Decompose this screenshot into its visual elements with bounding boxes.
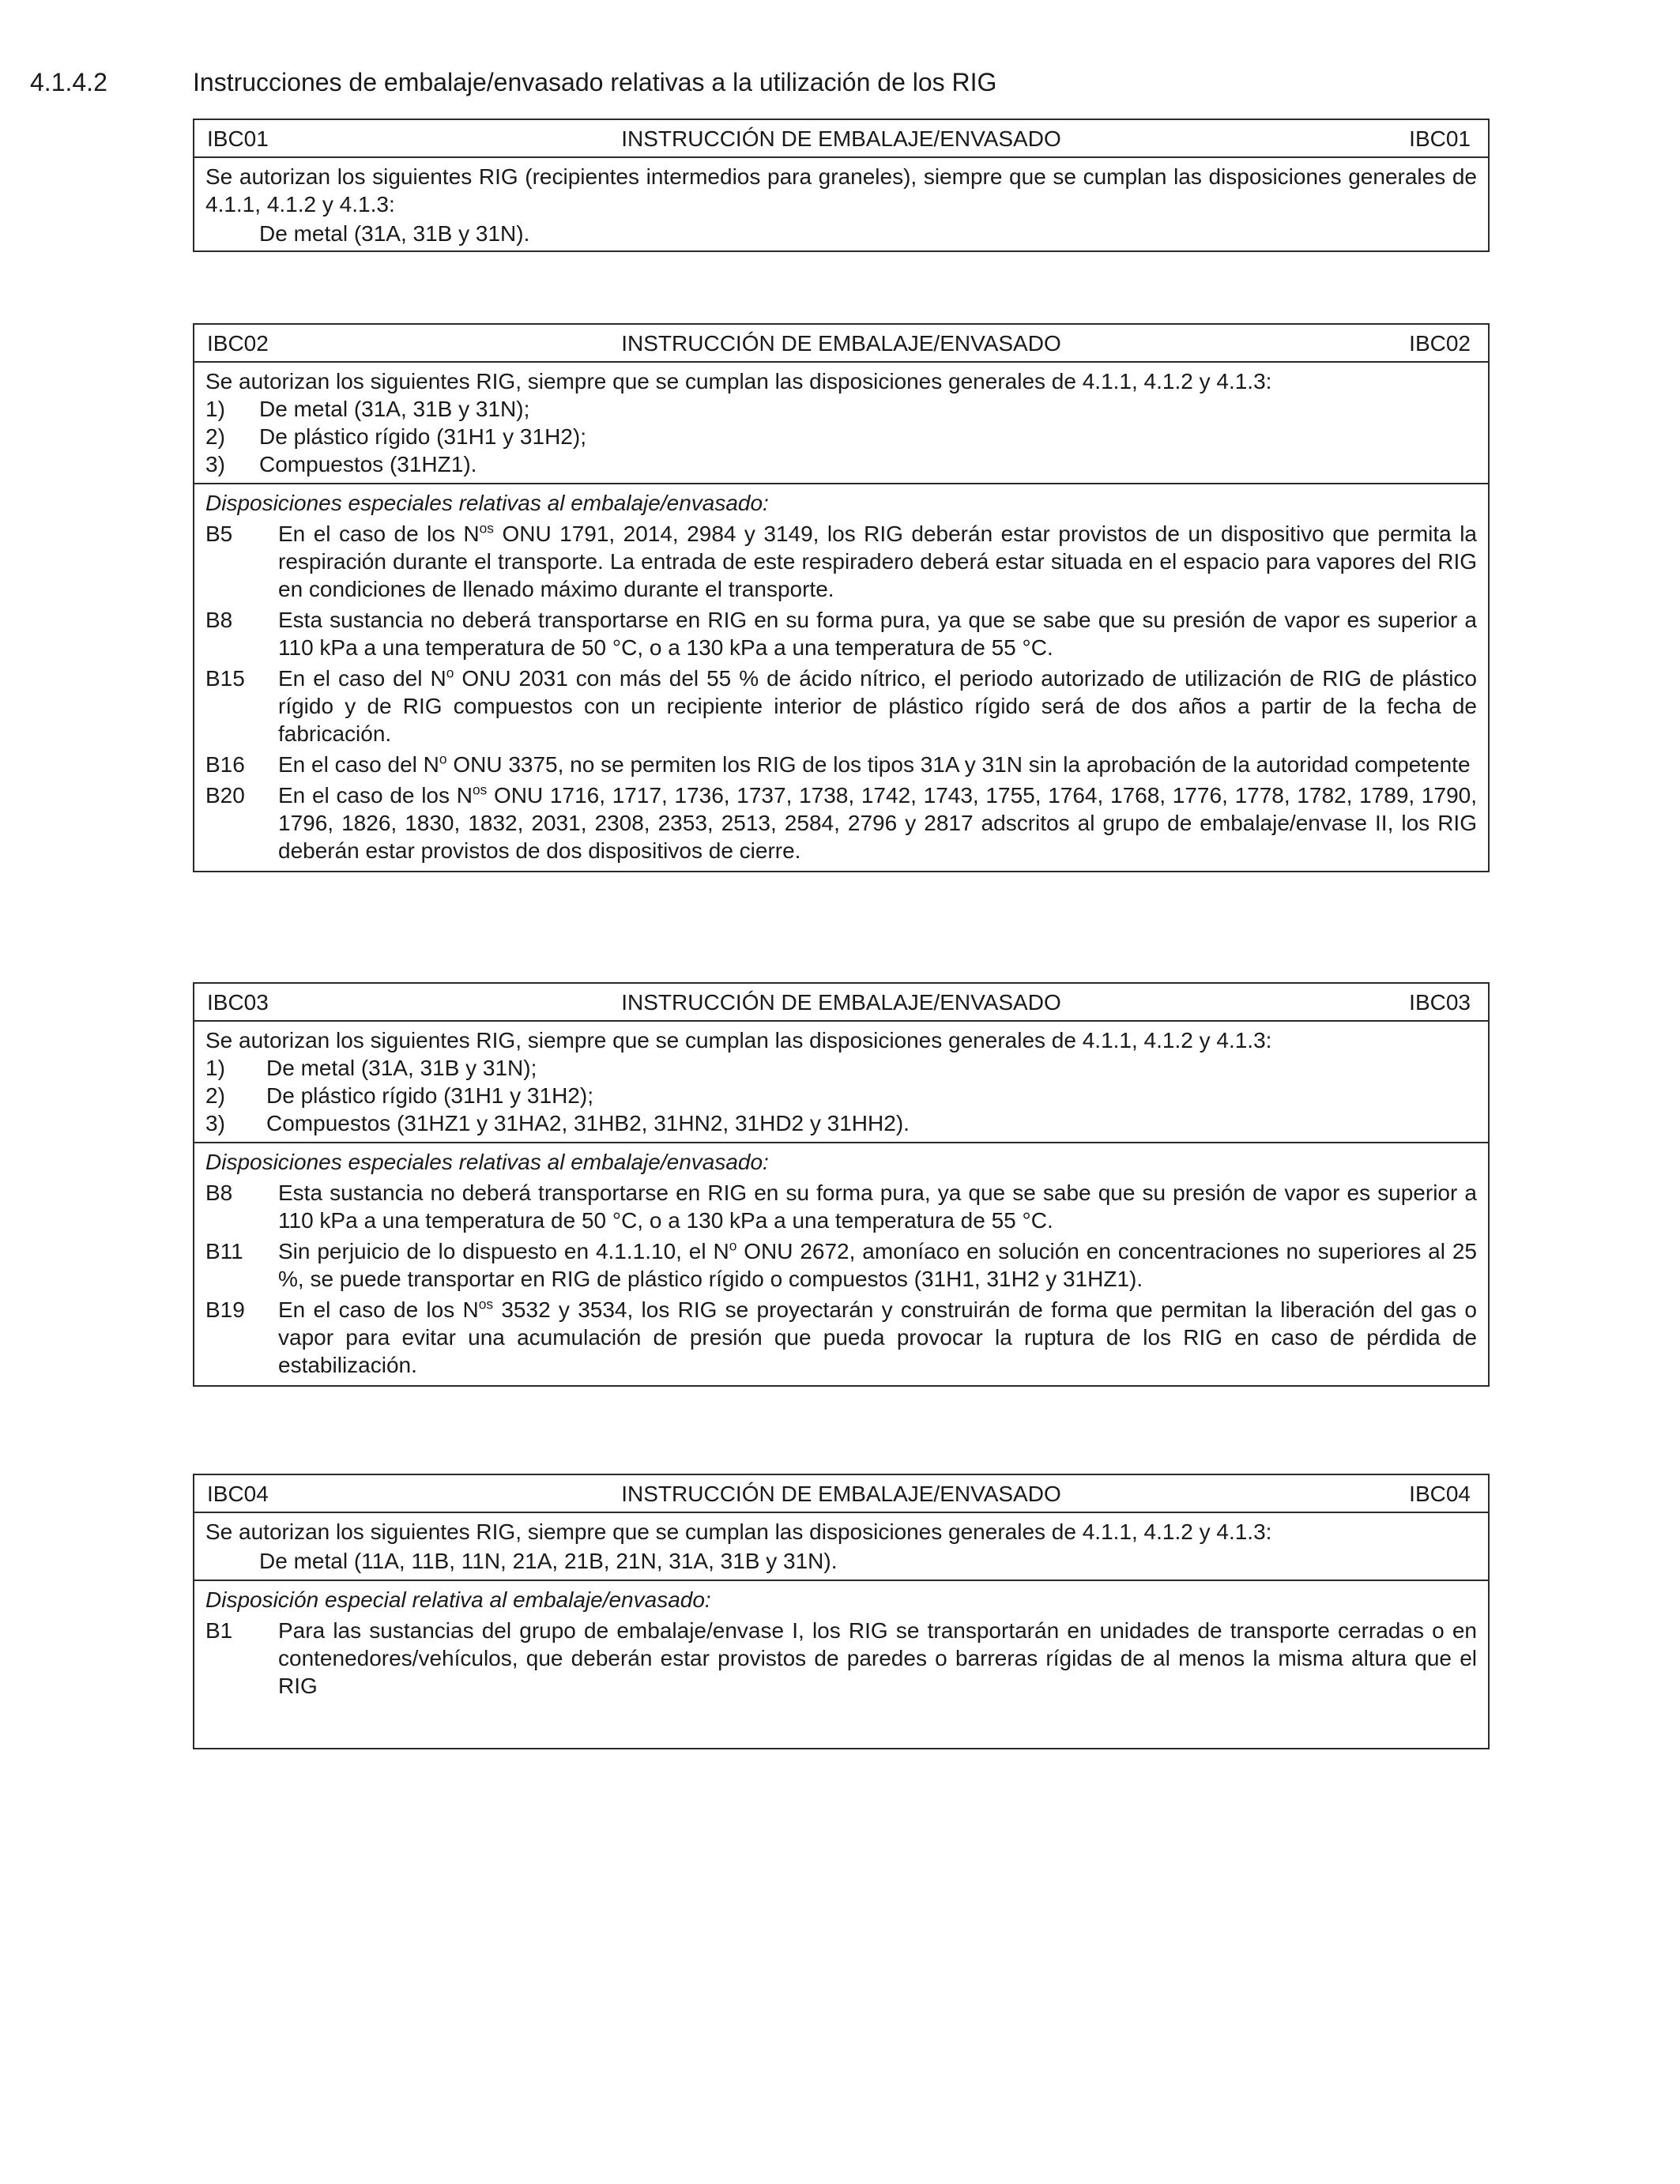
provision-b1 [205,1617,1477,1700]
provision-text [278,1179,1477,1234]
ibc02-provision-list [205,520,1477,864]
list-item [205,1082,1477,1109]
ibc01-table [193,119,1490,252]
provision-code: B19 [205,1297,245,1322]
number-superscript: o [729,1237,737,1254]
section-heading [30,62,996,103]
ibc03-header [194,984,1488,1022]
ibc04-item: De metal (11A, 11B, 11N, 21A, 21B, 21N, 31A, 31B y 31N). [259,1549,838,1573]
provision-text-lead: En el caso del N [278,752,439,777]
ibc03-provision-list [205,1179,1477,1379]
ibc04-code-right: IBC04 [1409,1481,1471,1506]
list-item-text: De metal (31A, 31B y 31N); [259,397,530,421]
number-superscript: o [446,665,454,681]
ibc03-item-list [205,1054,1477,1137]
list-item [205,1054,1477,1082]
list-item-number: 3) [205,452,225,476]
list-item [205,395,1477,423]
provision-b15 [205,665,1477,747]
ibc02-item-list [205,395,1477,478]
provision-code: B8 [205,1180,233,1205]
list-item-number: 1) [205,397,225,421]
number-superscript: os [478,1296,494,1312]
list-item-number: 2) [205,1083,225,1108]
ibc04-code-left: IBC04 [207,1481,269,1506]
ibc04-provisions-heading: Disposición especial relativa al embalaje/envasado: [205,1587,711,1612]
provision-text [278,665,1477,747]
ibc02-code-left: IBC02 [207,330,269,356]
number-superscript: o [439,751,447,767]
ibc02-authorized [194,363,1488,484]
provision-text-body: ONU 2031 con más del 55 % de ácido nítrico, el periodo autorizado de utilización de RIG de plástico rígido y de RIG compuestos con un recipiente interior de plástico rígido será de dos años a partir de la fecha de fabricación. [278,666,1478,746]
ibc04-intro: Se autorizan los siguientes RIG, siempre que se cumplan las disposiciones generales de 4.1.1, 4.1.2 y 4.1.3: [205,1519,1272,1544]
provision-text [278,1617,1477,1700]
list-item-number: 2) [205,424,225,449]
ibc01-title: INSTRUCCIÓN DE EMBALAJE/ENVASADO [621,126,1061,151]
ibc02-intro: Se autorizan los siguientes RIG, siempre que se cumplan las disposiciones generales de 4.1.1, 4.1.2 y 4.1.3: [205,369,1272,393]
ibc01-code-left: IBC01 [207,126,269,151]
ibc01-code-right: IBC01 [1409,126,1471,151]
ibc03-intro: Se autorizan los siguientes RIG, siempre que se cumplan las disposiciones generales de 4.1.1, 4.1.2 y 4.1.3: [205,1028,1272,1052]
ibc03-provisions [194,1143,1488,1385]
provision-code: B5 [205,522,233,546]
provision-text-lead: En el caso de los N [278,1297,479,1322]
provision-b5 [205,520,1477,603]
provision-text-body: Esta sustancia no deberá transportarse en RIG en su forma pura, ya que se sabe que su presión de vapor es superior a 110 kPa a una temperatura de 50 °C, o a 130 kPa a una temperatura de 55 °C. [278,608,1477,660]
ibc02-title: INSTRUCCIÓN DE EMBALAJE/ENVASADO [621,330,1061,356]
ibc04-provisions [194,1581,1488,1704]
ibc03-code-left: IBC03 [207,989,269,1015]
provision-code: B15 [205,666,245,691]
provision-text-body: ONU 3375, no se permiten los RIG de los tipos 31A y 31N sin la aprobación de la autoridad competente [446,752,1471,777]
ibc03-code-right: IBC03 [1409,989,1471,1015]
provision-text-body: Esta sustancia no deberá transportarse en RIG en su forma pura, ya que se sabe que su presión de vapor es superior a 110 kPa a una temperatura de 50 °C, o a 130 kPa a una temperatura de 55 °C. [278,1180,1477,1233]
provision-b20 [205,781,1477,864]
list-item-text: De plástico rígido (31H1 y 31H2); [266,1083,593,1108]
ibc03-authorized [194,1022,1488,1143]
list-item-text: De plástico rígido (31H1 y 31H2); [259,424,586,449]
provision-b19 [205,1296,1477,1379]
provision-code: B11 [205,1239,243,1263]
provision-b11 [205,1237,1477,1293]
provision-code: B20 [205,783,245,808]
ibc04-header [194,1475,1488,1513]
ibc01-header [194,120,1488,158]
ibc04-authorized [194,1513,1488,1581]
ibc01-body [194,158,1488,250]
ibc03-table [193,982,1490,1387]
list-item [205,423,1477,450]
ibc03-provisions-heading: Disposiciones especiales relativas al embalaje/envasado: [205,1150,769,1174]
list-item-text: Compuestos (31HZ1 y 31HA2, 31HB2, 31HN2, 31HD2 y 31HH2). [266,1111,910,1135]
provision-text [278,1237,1477,1293]
provision-text-body: ONU 2672, amoníaco en solución en concentraciones no superiores al 25 %, se puede transportar en RIG de plástico rígido o compuestos (31H1, 31H2 y 31HZ1). [278,1239,1477,1291]
provision-code: B16 [205,752,245,777]
provision-b8 [205,606,1477,661]
provision-text-body: 3532 y 3534, los RIG se proyectarán y construirán de forma que permitan la liberación del gas o vapor para evitar una acumulación de presión que pueda provocar la ruptura de los RIG en caso de pérdida de estabilización. [278,1297,1477,1377]
list-item [205,450,1477,478]
provision-b16 [205,751,1477,778]
provision-text [278,751,1477,778]
list-item-number: 3) [205,1111,225,1135]
provision-text-body: ONU 1791, 2014, 2984 y 3149, los RIG deberán estar provistos de un dispositivo que permita la respiración durante el transporte. La entrada de este respiradero deberá estar situada en el espacio para vapores del RIG en condiciones de llenado máximo durante el transporte. [278,522,1477,601]
ibc02-code-right: IBC02 [1409,330,1471,356]
provision-text [278,781,1477,864]
ibc01-intro: Se autorizan los siguientes RIG (recipientes intermedios para graneles), siempre que se cumplan las disposiciones generales de 4.1.1, 4.1.2 y 4.1.3: [205,164,1477,217]
ibc02-header [194,325,1488,363]
list-item-text: De metal (31A, 31B y 31N); [266,1056,537,1080]
section-title: Instrucciones de embalaje/envasado relativas a la utilización de los RIG [193,68,997,96]
ibc02-table [193,323,1490,872]
provision-text-lead: En el caso de los N [278,522,480,546]
ibc04-title: INSTRUCCIÓN DE EMBALAJE/ENVASADO [621,1481,1061,1506]
provision-code: B1 [205,1618,233,1643]
provision-text-lead: Sin perjuicio de lo dispuesto en 4.1.1.10, el N [278,1239,729,1263]
provision-b8 [205,1179,1477,1234]
number-superscript: os [472,781,488,798]
provision-text-lead: En el caso del N [278,666,446,691]
provision-text-lead: En el caso de los N [278,783,473,808]
provision-text-body: ONU 1716, 1717, 1736, 1737, 1738, 1742, 1743, 1755, 1764, 1768, 1776, 1778, 1782, 1789, 1790, 1796, 1826, 1830, 1832, 2031, 2308, 2353, 2513, 2584, 2796 y 2817 adscritos al grupo de embalaje/envase II, los RIG deberán estar provistos de dos dispositivos de cierre. [278,783,1477,863]
provision-code: B8 [205,608,233,632]
ibc02-provisions-heading: Disposiciones especiales relativas al embalaje/envasado: [205,491,769,515]
ibc01-item: De metal (31A, 31B y 31N). [259,221,530,246]
list-item-number: 1) [205,1056,225,1080]
provision-text [278,1296,1477,1379]
ibc02-provisions [194,484,1488,871]
ibc03-title: INSTRUCCIÓN DE EMBALAJE/ENVASADO [621,989,1061,1015]
list-item [205,1109,1477,1137]
ibc04-table [193,1474,1490,1749]
provision-text-body: Para las sustancias del grupo de embalaje/envase I, los RIG se transportarán en unidades de transporte cerradas o en contenedores/vehículos, que deberán estar provistos de paredes o barreras rígidas de al menos la misma altura que el RIG [278,1618,1477,1698]
number-superscript: os [479,520,494,537]
provision-text [278,606,1477,661]
section-number: 4.1.4.2 [30,68,107,96]
list-item-text: Compuestos (31HZ1). [259,452,477,476]
provision-text [278,520,1477,603]
ibc04-provision-list [205,1617,1477,1700]
